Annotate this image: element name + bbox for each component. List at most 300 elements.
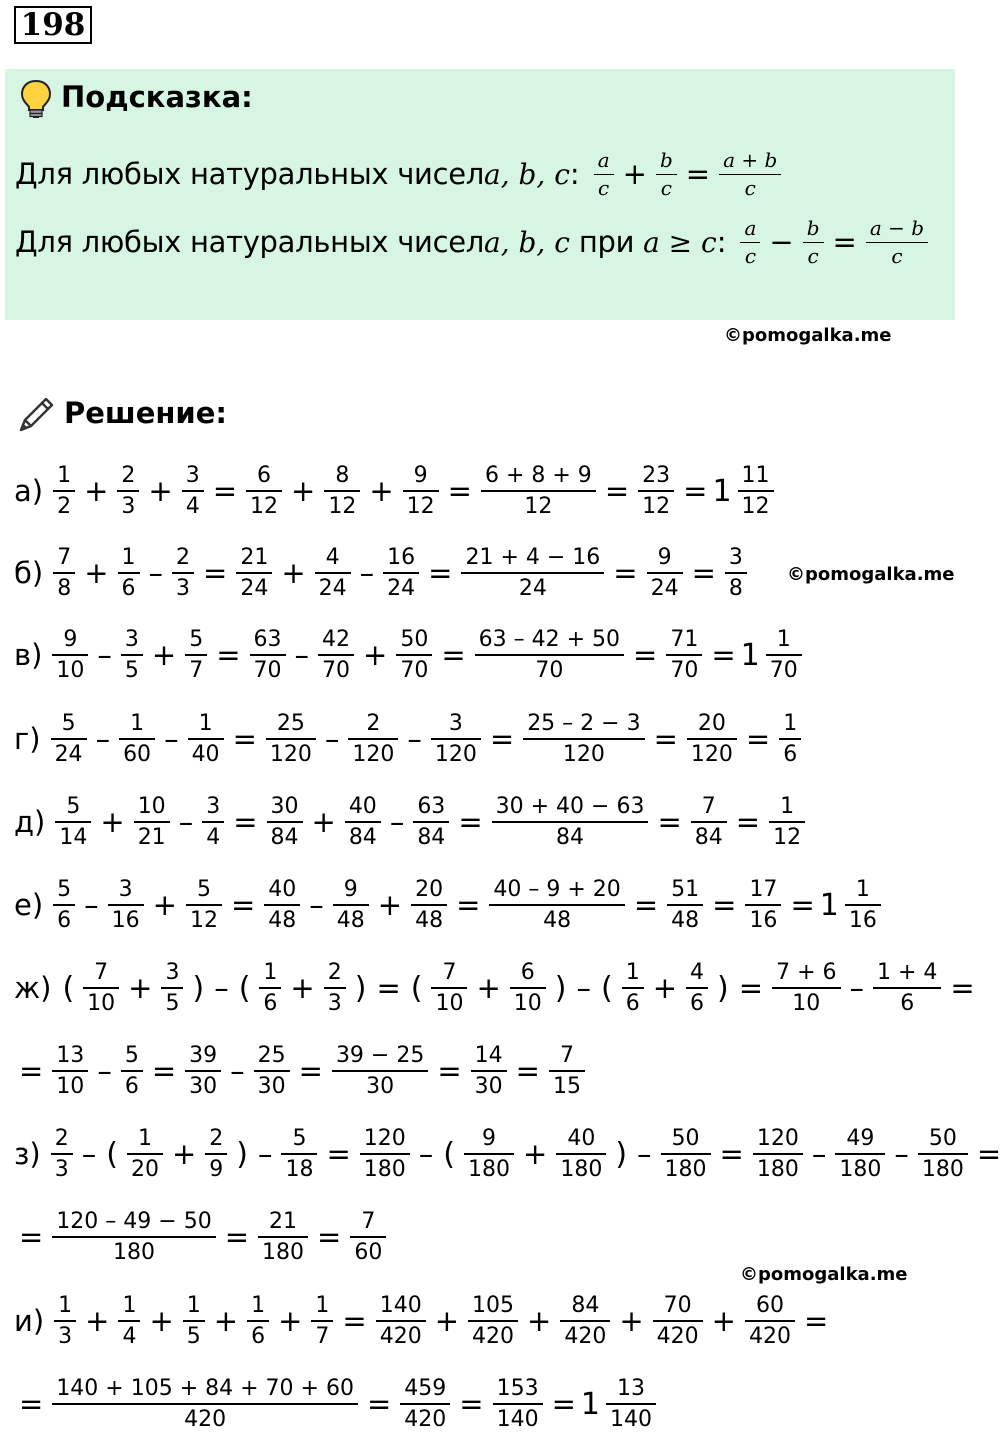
numerator: 20 [415, 876, 444, 902]
operator: = [489, 722, 515, 756]
operator: = [459, 1387, 484, 1421]
row-label: д) [14, 805, 46, 839]
numerator: 2 [121, 462, 136, 488]
hint-rule-text: Для любых натуральных чисел [15, 225, 484, 259]
fraction [83, 960, 119, 1017]
denominator: 180 [664, 1157, 707, 1182]
numerator: 42 [322, 626, 351, 652]
fraction [606, 1376, 656, 1433]
numerator: 6 [257, 462, 272, 488]
fraction [492, 794, 649, 851]
numerator: 2 [176, 544, 191, 570]
denominator: 70 [322, 658, 351, 683]
watermark: ©pomogalka.me [740, 1264, 908, 1285]
denominator: 60 [354, 1240, 383, 1265]
numerator: 1 [130, 710, 145, 736]
fraction [264, 877, 300, 934]
denominator: 70 [535, 658, 564, 683]
fraction [403, 463, 439, 520]
fraction [205, 1126, 227, 1183]
operator: + [151, 638, 177, 672]
denominator: 180 [560, 1157, 603, 1182]
operator: = [691, 556, 716, 590]
numerator: 16 [387, 544, 416, 570]
solution-row-i [14, 1280, 833, 1362]
denominator: 140 [610, 1407, 652, 1432]
denominator: 24 [240, 576, 269, 601]
fraction [332, 1043, 428, 1100]
operator: – [407, 722, 422, 756]
denominator: 5 [165, 991, 180, 1016]
fraction [134, 794, 170, 851]
numerator: 5 [66, 793, 81, 819]
hint-rule-sum [15, 139, 785, 209]
watermark: ©pomogalka.me [787, 564, 955, 585]
hint-operator: − [769, 225, 794, 259]
denominator: 120 [269, 742, 312, 767]
operator: + [213, 1304, 239, 1338]
denominator: 10 [792, 991, 821, 1016]
operator: + [84, 556, 109, 590]
numerator: 5 [57, 876, 72, 902]
numerator: 25 [257, 1042, 286, 1068]
numerator: 1 [57, 462, 72, 488]
hint-rule-difference [15, 207, 932, 277]
denominator: 21 [137, 825, 166, 850]
denominator: 140 [496, 1407, 539, 1432]
fraction [753, 1126, 803, 1183]
denominator: 10 [435, 991, 464, 1016]
denominator: 6 [263, 991, 278, 1016]
numerator: 84 [571, 1292, 600, 1318]
numerator: 3 [448, 710, 463, 736]
operator: + [527, 1304, 552, 1338]
fraction [666, 627, 702, 684]
denominator: 24 [54, 742, 83, 767]
denominator: 12 [328, 494, 357, 519]
denominator: 4 [122, 1324, 137, 1349]
numerator: 9 [413, 462, 428, 488]
operator: + [652, 971, 678, 1005]
operator: = [738, 971, 764, 1005]
operator: – [95, 722, 111, 756]
fraction [481, 463, 596, 520]
denominator: c [891, 243, 903, 268]
fraction [691, 794, 727, 851]
fraction [411, 877, 447, 934]
fraction [464, 1126, 514, 1183]
fraction [738, 463, 774, 520]
denominator: 10 [513, 991, 542, 1016]
denominator: 12 [189, 908, 218, 933]
denominator: 120 [562, 742, 605, 767]
fraction [345, 794, 381, 851]
denominator: 16 [749, 908, 778, 933]
fraction [118, 545, 140, 602]
numerator: a [744, 215, 757, 240]
parenthesis: ) [554, 970, 567, 1006]
fraction [413, 794, 449, 851]
hint-variables: a, b, c [484, 225, 570, 259]
solution-row-zh [14, 947, 980, 1029]
fraction [186, 877, 222, 934]
operator: + [476, 971, 501, 1005]
fraction [661, 1126, 711, 1183]
numerator: 1 [263, 959, 278, 985]
fraction [510, 960, 546, 1017]
operator: = [298, 1054, 323, 1088]
numerator: 3 [728, 544, 743, 570]
parenthesis: ( [62, 970, 75, 1006]
fraction [653, 1293, 703, 1350]
numerator: 5 [124, 1042, 139, 1068]
numerator: 49 [846, 1125, 875, 1151]
denominator: 2 [57, 494, 72, 519]
numerator: a + b [723, 147, 778, 172]
numerator: 3 [165, 959, 180, 985]
fraction [236, 545, 272, 602]
numerator: 120 – 49 − 50 [56, 1208, 212, 1234]
operator: = [551, 1387, 576, 1421]
numerator: 3 [124, 626, 139, 652]
operator: = [604, 474, 630, 508]
denominator: 84 [694, 825, 723, 850]
operator: = [342, 1304, 367, 1338]
operator: = [803, 1304, 829, 1338]
row-label: г) [14, 722, 41, 756]
fraction [560, 1293, 610, 1350]
fraction [523, 711, 644, 768]
denominator: 12 [773, 825, 802, 850]
hint-rule-text: при [569, 225, 644, 259]
fraction [183, 1293, 205, 1350]
operator: + [290, 971, 315, 1005]
denominator: 12 [406, 494, 435, 519]
numerator: 2 [366, 710, 381, 736]
numerator: 1 [776, 626, 791, 652]
whole-number: 1 [740, 637, 760, 673]
numerator: 7 [361, 1208, 376, 1234]
operator: = [230, 888, 256, 922]
fraction [182, 463, 204, 520]
numerator: 13 [617, 1375, 645, 1401]
hint-variables: a, b, c [484, 157, 570, 191]
denominator: 70 [769, 658, 798, 683]
denominator: 120 [690, 742, 733, 767]
fraction [396, 627, 432, 684]
parenthesis: ) [192, 970, 205, 1006]
operator: + [369, 474, 394, 508]
fraction [667, 877, 703, 934]
operator: = [950, 971, 975, 1005]
fraction [493, 1376, 543, 1433]
operator: = [326, 1137, 351, 1171]
numerator: 63 – 42 + 50 [478, 626, 621, 652]
numerator: 50 [671, 1125, 700, 1151]
fraction [52, 627, 88, 684]
fraction [431, 960, 467, 1017]
operator: = [441, 638, 466, 672]
numerator: 1 [137, 1125, 152, 1151]
solution-row-zh-continued [14, 1030, 589, 1112]
numerator: 21 [240, 544, 269, 570]
fraction [247, 1293, 269, 1350]
fraction [52, 1376, 358, 1433]
denominator: 30 [474, 1074, 503, 1099]
fraction [281, 1126, 317, 1183]
operator: + [149, 1304, 174, 1338]
numerator: 2 [54, 1125, 69, 1151]
operator: = [683, 474, 708, 508]
denominator: 18 [285, 1157, 314, 1182]
numerator: 9 [482, 1125, 497, 1151]
denominator: 14 [59, 825, 88, 850]
numerator: 1 [122, 1292, 137, 1318]
fraction [318, 627, 354, 684]
solution-row-a [14, 450, 778, 532]
numerator: 70 [663, 1292, 692, 1318]
parenthesis: ) [236, 1136, 248, 1172]
fraction [51, 711, 87, 768]
fraction [121, 627, 143, 684]
fraction [360, 1126, 410, 1183]
denominator: 48 [336, 908, 365, 933]
numerator: b [806, 215, 820, 240]
whole-number: 1 [819, 887, 839, 923]
fraction [431, 711, 481, 768]
denominator: 5 [124, 658, 139, 683]
denominator: 12 [250, 494, 279, 519]
numerator: 30 + 40 − 63 [495, 793, 645, 819]
fraction [348, 711, 398, 768]
denominator: c [744, 175, 756, 200]
numerator: 40 [348, 793, 377, 819]
operator: – [849, 971, 864, 1005]
operator: + [152, 888, 177, 922]
denominator: 30 [257, 1074, 286, 1099]
denominator: 420 [379, 1324, 422, 1349]
fraction [266, 711, 316, 768]
numerator: 1 [186, 1292, 201, 1318]
whole-number: 1 [580, 1386, 600, 1422]
numerator: 9 [63, 626, 78, 652]
numerator: 21 + 4 − 16 [465, 544, 601, 570]
denominator: 6 [900, 991, 915, 1016]
solution-row-e [14, 864, 885, 946]
denominator: 6 [124, 1074, 139, 1099]
hint-fraction [594, 149, 614, 200]
operator: – [178, 805, 194, 839]
watermark: ©pomogalka.me [724, 325, 892, 346]
numerator: 51 [671, 876, 700, 902]
fraction [647, 545, 683, 602]
operator: + [711, 1304, 736, 1338]
denominator: 84 [270, 825, 299, 850]
denominator: 3 [58, 1324, 73, 1349]
numerator: 7 [94, 959, 109, 985]
denominator: 10 [56, 658, 85, 683]
operator: = [216, 638, 241, 672]
fraction [53, 545, 75, 602]
numerator: 21 [269, 1208, 298, 1234]
denominator: c [598, 175, 610, 200]
numerator: 1 [58, 1292, 73, 1318]
denominator: 5 [186, 1324, 201, 1349]
hint-box [5, 69, 955, 320]
fraction [350, 1209, 386, 1266]
numerator: 8 [335, 462, 350, 488]
denominator: 420 [564, 1324, 607, 1349]
fraction [638, 463, 674, 520]
operator: – [214, 971, 229, 1005]
hint-equals: = [832, 225, 857, 259]
row-label: з) [14, 1137, 41, 1171]
operator: + [278, 1304, 303, 1338]
operator: – [257, 1137, 273, 1171]
operator: = [428, 556, 453, 590]
operator: = [745, 722, 771, 756]
operator: – [309, 888, 324, 922]
fraction [400, 1376, 450, 1433]
denominator: 24 [518, 576, 547, 601]
fraction [549, 1043, 585, 1100]
operator: = [712, 888, 737, 922]
numerator: 71 [670, 626, 699, 652]
operator: = [613, 556, 638, 590]
fraction [119, 711, 155, 768]
solution-row-v [14, 614, 806, 696]
operator: + [291, 474, 316, 508]
numerator: 1 [625, 959, 640, 985]
hint-fraction [719, 149, 781, 200]
hint-title: Подсказка: [61, 80, 253, 114]
denominator: 180 [921, 1157, 964, 1182]
denominator: 16 [111, 908, 140, 933]
fraction [324, 463, 360, 520]
operator: – [294, 638, 310, 672]
operator: = [203, 556, 228, 590]
numerator: 10 [137, 793, 166, 819]
row-label: а) [14, 474, 44, 508]
operator: – [418, 1137, 434, 1171]
fraction [324, 960, 346, 1017]
operator: = [376, 971, 401, 1005]
numerator: 5 [61, 710, 76, 736]
numerator: 4 [325, 544, 340, 570]
fraction [53, 463, 75, 520]
denominator: 120 [434, 742, 477, 767]
numerator: a [597, 147, 610, 172]
operator: = [366, 1387, 392, 1421]
denominator: 48 [268, 908, 297, 933]
row-label: в) [14, 638, 43, 672]
fraction [376, 1293, 426, 1350]
fraction [475, 627, 624, 684]
numerator: 105 [472, 1292, 515, 1318]
denominator: 120 [352, 742, 395, 767]
operator: + [619, 1304, 644, 1338]
denominator: 24 [650, 576, 679, 601]
solution-row-g [14, 698, 805, 780]
numerator: 2 [209, 1125, 224, 1151]
numerator: 1 [315, 1292, 330, 1318]
operator: + [148, 474, 173, 508]
numerator: 23 [642, 462, 671, 488]
hint-condition: a ≥ c [643, 225, 717, 259]
numerator: 7 [57, 544, 72, 570]
denominator: 3 [176, 576, 191, 601]
fraction [315, 545, 351, 602]
row-label: б) [14, 556, 44, 590]
parenthesis: ( [443, 1136, 456, 1172]
denominator: 6 [625, 991, 640, 1016]
denominator: 6 [251, 1324, 266, 1349]
fraction [121, 1043, 143, 1100]
numerator: 50 [928, 1125, 957, 1151]
fraction [471, 1043, 507, 1100]
hint-colon: : [569, 157, 580, 191]
numerator: 63 [417, 793, 446, 819]
solution-row-z-continued [14, 1196, 390, 1278]
numerator: 1 [198, 710, 213, 736]
denominator: 180 [113, 1240, 155, 1265]
numerator: 1 [855, 876, 870, 902]
denominator: 6 [121, 576, 136, 601]
numerator: 13 [56, 1042, 85, 1068]
denominator: 10 [87, 991, 116, 1016]
operator: – [811, 1137, 827, 1171]
denominator: 180 [262, 1240, 305, 1265]
denominator: 12 [642, 494, 671, 519]
fraction [622, 960, 644, 1017]
numerator: 5 [292, 1125, 307, 1151]
denominator: 70 [253, 658, 282, 683]
numerator: 9 [343, 876, 358, 902]
operator: – [230, 1054, 245, 1088]
hint-rule-text: Для любых натуральных чисел [15, 157, 484, 191]
denominator: 30 [189, 1074, 218, 1099]
denominator: 15 [552, 1074, 581, 1099]
denominator: 12 [741, 494, 770, 519]
operator: = [233, 805, 258, 839]
denominator: 48 [415, 908, 444, 933]
operator: + [311, 805, 336, 839]
numerator: 1 + 4 [877, 959, 938, 985]
operator: – [164, 722, 179, 756]
denominator: 9 [209, 1157, 224, 1182]
fraction [461, 545, 604, 602]
denominator: 40 [191, 742, 220, 767]
numerator: 120 [756, 1125, 799, 1151]
numerator: 2 [327, 959, 342, 985]
numerator: 39 − 25 [335, 1042, 425, 1068]
fraction [383, 545, 419, 602]
numerator: 1 [780, 793, 795, 819]
denominator: 420 [472, 1324, 515, 1349]
operator: = [447, 474, 472, 508]
fraction [54, 1293, 76, 1350]
operator: + [434, 1304, 460, 1338]
numerator: 140 [379, 1292, 422, 1318]
fraction [267, 794, 303, 851]
denominator: 180 [839, 1157, 882, 1182]
numerator: 50 [400, 626, 429, 652]
denominator: 6 [57, 908, 72, 933]
operator: + [171, 1137, 197, 1171]
operator: = [657, 805, 682, 839]
numerator: 459 [404, 1375, 447, 1401]
operator: = [719, 1137, 744, 1171]
